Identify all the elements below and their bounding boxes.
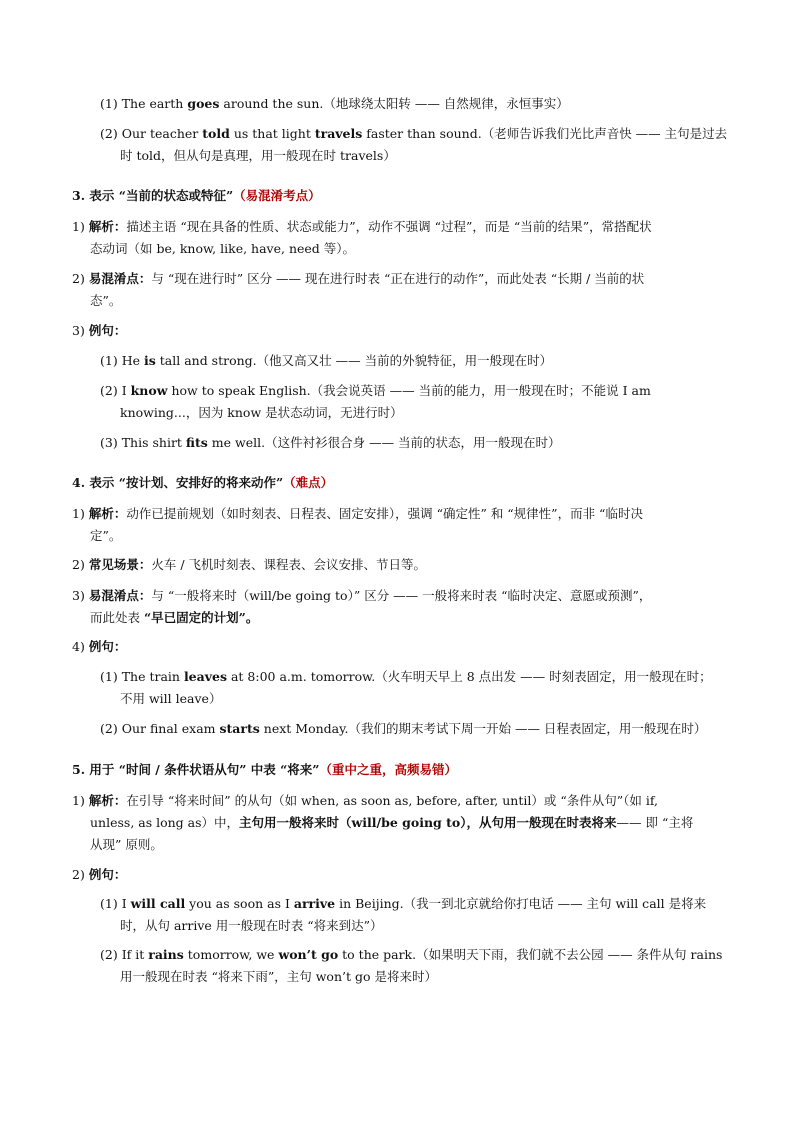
- point-emphasis: 主句用一般将来时（will/be going to），从句用一般现在时表将来: [239, 815, 617, 830]
- example-text: in Beijing.（我一到北京就给你打电话 —— 主句 will call 是将来: [335, 896, 707, 911]
- example-text: If it: [121, 947, 149, 962]
- example-5-1-continued: 时，从句 arrive 用一般现在时表 “将来到达”）: [120, 918, 383, 933]
- example-verb: starts: [219, 721, 260, 736]
- example-verb: leaves: [183, 669, 227, 684]
- section-3-point-2-continued: 态”。: [90, 293, 122, 308]
- example-text: He: [121, 353, 144, 368]
- example-2-2-continued: 时 told，但从句是真理，用一般现在时 travels）: [120, 148, 396, 163]
- example-number: (2): [100, 947, 118, 962]
- section-heading-tag: （重中之重，高频易错）: [319, 762, 458, 777]
- section-5-heading: [72, 762, 457, 778]
- point-label: 常见场景：: [88, 557, 152, 572]
- point-text: 描述主语 “现在具备的性质、状态或能力”，动作不强调 “过程”，而是 “当前的结果”，常搭配状: [126, 219, 652, 234]
- point-label: 易混淆点：: [88, 588, 152, 603]
- point-label: 例句：: [88, 867, 127, 882]
- section-heading-text: 3. 表示 “当前的状态或特征”: [72, 188, 234, 203]
- example-number: (2): [100, 126, 118, 141]
- example-number: (2): [100, 383, 118, 398]
- point-text: 在引导 “将来时间” 的从句（如 when, as soon as, before, after, until）或 “条件从句”（如 if,: [126, 793, 659, 808]
- example-number: (3): [100, 435, 118, 450]
- section-heading-tag: （易混淆考点）: [233, 188, 321, 203]
- point-number: 3): [72, 323, 85, 338]
- point-text: 与 “一般将来时（will/be going to）” 区分 —— 一般将来时表 “临时决定、意愿或预测”，: [151, 588, 652, 603]
- section-4-point-1-continued: 定”。: [90, 528, 122, 543]
- example-text: you as soon as I: [185, 896, 294, 911]
- point-number: 1): [72, 793, 85, 808]
- section-heading-tag: （难点）: [283, 475, 334, 490]
- example-text: around the sun.（地球绕太阳转 —— 自然规律，永恒事实）: [219, 96, 569, 111]
- point-number: 1): [72, 506, 85, 521]
- example-3-1: [100, 353, 552, 369]
- example-text: faster than sound.（老师告诉我们光比声音快 —— 主句是过去: [362, 126, 728, 141]
- example-5-2: [100, 947, 722, 963]
- section-4-point-2: [72, 557, 426, 573]
- example-text: how to speak English.（我会说英语 —— 当前的能力，用一般现在时；不能说 I am: [167, 383, 651, 398]
- section-4-heading: [72, 475, 333, 491]
- example-text: to the park.（如果明天下雨，我们就不去公园 —— 条件从句 rains: [338, 947, 723, 962]
- point-text: 动作已提前规划（如时刻表、日程表、固定安排），强调 “确定性” 和 “规律性”，而非 “临时决: [126, 506, 643, 521]
- example-text: I: [121, 383, 131, 398]
- section-heading-text: 5. 用于 “时间 / 条件状语从句” 中表 “将来”: [72, 762, 320, 777]
- example-2-2: [100, 126, 727, 142]
- example-text: at 8:00 a.m. tomorrow.（火车明天早上 8 点出发 —— 时刻表固定，用一般现在时；: [227, 669, 712, 684]
- example-verb: rains: [148, 947, 184, 962]
- section-5-point-2: [72, 867, 126, 883]
- example-text: Our final exam: [121, 721, 220, 736]
- example-verb: travels: [314, 126, 363, 141]
- section-4-point-3-continued: [90, 610, 258, 626]
- example-verb: will call: [130, 896, 186, 911]
- section-5-point-1-continued: [90, 815, 693, 831]
- example-text: The train: [121, 669, 184, 684]
- point-text: —— 即 “主将: [616, 815, 694, 830]
- example-number: (1): [100, 669, 118, 684]
- example-number: (1): [100, 896, 118, 911]
- point-number: 2): [72, 557, 85, 572]
- example-text: I: [121, 896, 131, 911]
- example-verb: fits: [185, 435, 208, 450]
- example-verb: goes: [187, 96, 220, 111]
- section-heading-text: 4. 表示 “按计划、安排好的将来动作”: [72, 475, 284, 490]
- example-3-2: [100, 383, 651, 399]
- point-number: 2): [72, 271, 85, 286]
- point-label: 解析：: [88, 219, 127, 234]
- section-3-point-2: [72, 271, 644, 287]
- section-3-point-1-continued: 态动词（如 be, know, like, have, need 等）。: [90, 241, 356, 256]
- example-text: tall and strong.（他又高又壮 —— 当前的外貌特征，用一般现在时）: [155, 353, 553, 368]
- point-text: unless, as long as）中，: [90, 815, 240, 830]
- point-number: 4): [72, 639, 85, 654]
- example-5-2-continued: 用一般现在时表 “将来下雨”，主句 won’t go 是将来时）: [120, 969, 437, 984]
- point-number: 2): [72, 867, 85, 882]
- example-text: Our teacher: [121, 126, 203, 141]
- example-number: (1): [100, 96, 118, 111]
- example-4-1: [100, 669, 712, 685]
- example-verb: told: [202, 126, 230, 141]
- point-number: 3): [72, 588, 85, 603]
- section-4-point-1: [72, 506, 643, 522]
- example-4-1-continued: 不用 will leave）: [120, 691, 222, 706]
- section-3-point-3: [72, 323, 126, 339]
- point-label: 易混淆点：: [88, 271, 152, 286]
- example-2-1: [100, 96, 569, 112]
- example-text: This shirt: [121, 435, 186, 450]
- example-verb: arrive: [293, 896, 336, 911]
- point-label: 解析：: [88, 506, 127, 521]
- point-text: 而此处表: [90, 610, 144, 625]
- example-text: us that light: [229, 126, 315, 141]
- example-text: The earth: [121, 96, 188, 111]
- example-3-2-continued: knowing...，因为 know 是状态动词，无进行时）: [120, 405, 403, 420]
- point-label: 例句：: [88, 639, 127, 654]
- section-4-point-4: [72, 639, 126, 655]
- section-3-heading: [72, 188, 321, 204]
- example-number: (1): [100, 353, 118, 368]
- section-4-point-3: [72, 588, 651, 604]
- point-label: 解析：: [88, 793, 127, 808]
- example-5-1: [100, 896, 706, 912]
- section-5-point-1: [72, 793, 658, 809]
- example-3-3: [100, 435, 561, 451]
- example-4-2: [100, 721, 706, 737]
- section-5-point-1-continued-2: 从现” 原则。: [90, 837, 163, 852]
- point-text: 与 “现在进行时” 区分 —— 现在进行时表 “正在进行的动作”，而此处表 “长期 / 当前的状: [151, 271, 645, 286]
- example-text: next Monday.（我们的期末考试下周一开始 —— 日程表固定，用一般现在时）: [259, 721, 707, 736]
- point-emphasis: “早已固定的计划”。: [143, 610, 259, 625]
- example-number: (2): [100, 721, 118, 736]
- section-3-point-1: [72, 219, 652, 235]
- example-text: tomorrow, we: [183, 947, 279, 962]
- example-verb: won’t go: [278, 947, 339, 962]
- point-label: 例句：: [88, 323, 127, 338]
- point-number: 1): [72, 219, 85, 234]
- example-verb: know: [130, 383, 168, 398]
- point-text: 火车 / 飞机时刻表、课程表、会议安排、节日等。: [151, 557, 427, 572]
- example-verb: is: [143, 353, 156, 368]
- example-text: me well.（这件衬衫很合身 —— 当前的状态，用一般现在时）: [207, 435, 561, 450]
